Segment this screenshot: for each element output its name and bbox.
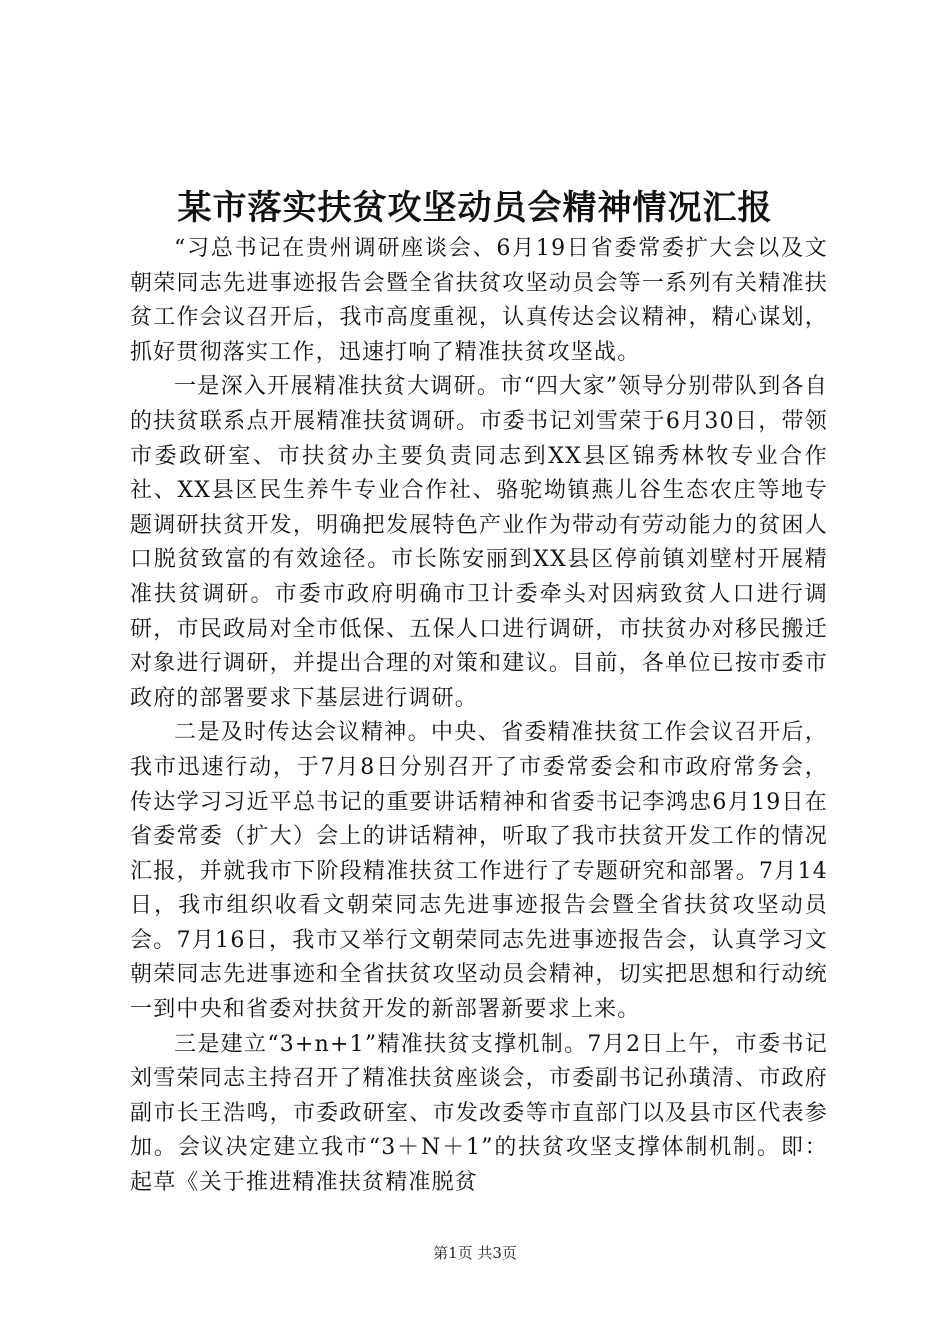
- paragraph-mechanism: 三是建立“3+n+1”精准扶贫支撑机制。7月2日上午，市委书记刘雪荣同志主持召开了精准扶贫座谈会，市委副书记孙璜清、市政府副市长王浩鸣，市委政研室、市发改委等市直部门以及县市区代表参加。会议决定建立我市“3＋N＋1”的扶贫攻坚支撑体制机制。即：起草《关于推进精准扶贫精准脱贫: [130, 1031, 828, 1196]
- document-title: 某市落实扶贫攻坚动员会精神情况汇报: [177, 188, 773, 228]
- paragraph-meetings: 二是及时传达会议精神。中央、省委精准扶贫工作会议召开后，我市迅速行动，于7月8日分别召开了市委常委会和市政府常务会，传达学习习近平总书记的重要讲话精神和省委书记李鸿忠6月19日在省委常委（扩大）会上的讲话精神，听取了我市扶贫开发工作的情况汇报，并就我市下阶段精准扶贫工作进行了专题研究和部署。7月14日，我市组织收看文朝荣同志先进事迹报告会暨全省扶贫攻坚动员会。7月16日，我市又举行文朝荣同志先进事迹报告会，认真学习文朝荣同志先进事迹和全省扶贫攻坚动员会精神，切实把思想和行动统一到中央和省委对扶贫开发的新部署新要求上来。: [130, 720, 828, 1023]
- paragraph-research: 一是深入开展精准扶贫大调研。市“四大家”领导分别带队到各自的扶贫联系点开展精准扶贫调研。市委书记刘雪荣于6月30日，带领市委政研室、市扶贫办主要负责同志到XX县区锦秀林牧专业合作社、XX县区民生养牛专业合作社、骆驼坳镇燕儿谷生态农庄等地专题调研扶贫开发，明确把发展特色产业作为带动有劳动能力的贫困人口脱贫致富的有效途径。市长陈安丽到XX县区停前镇刘壁村开展精准扶贫调研。市委市政府明确市卫计委牵头对因病致贫人口进行调研，市民政局对全市低保、五保人口进行调研，市扶贫办对移民搬迁对象进行调研，并提出合理的对策和建议。目前，各单位已按市委市政府的部署要求下基层进行调研。: [130, 374, 828, 711]
- document-body: [130, 232, 828, 1201]
- paragraph-intro: “习总书记在贵州调研座谈会、6月19日省委常委扩大会以及文朝荣同志先进事迹报告会暨全省扶贫攻坚动员会等一系列有关精准扶贫工作会议召开后，我市高度重视，认真传达会议精神，精心谋划，抓好贯彻落实工作，迅速打响了精准扶贫攻坚战。: [130, 236, 828, 365]
- page-footer: 第1页 共3页: [433, 1244, 517, 1262]
